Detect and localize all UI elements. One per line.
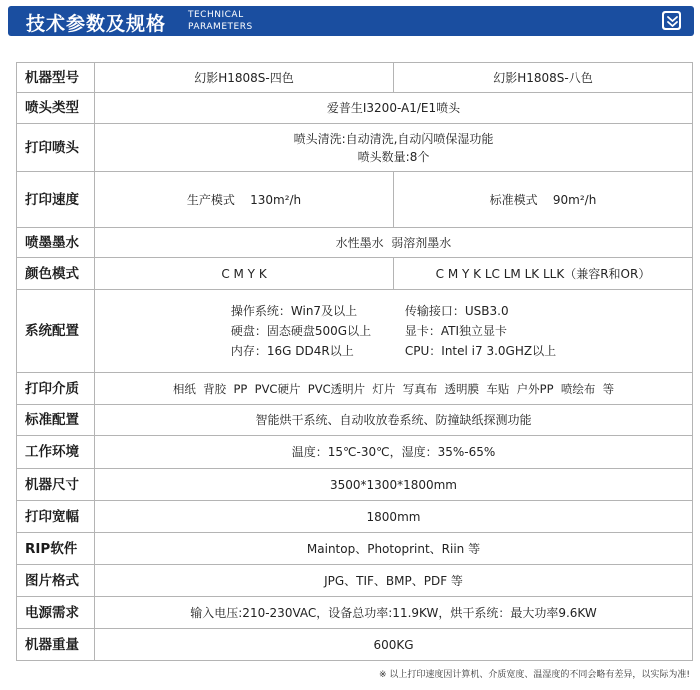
row-label-color: 颜色模式 <box>17 258 95 290</box>
footnote: ※ 以上打印速度因计算机、介质宽度、温湿度的不同会略有差异，以实际为准! <box>378 670 690 680</box>
print-head-count: 喷头数量:8个 <box>357 149 430 164</box>
model-8c: 幻影H1808S-八色 <box>394 63 693 93</box>
table-row <box>17 533 693 565</box>
table-row <box>17 93 693 124</box>
system-port: 传输接口：USB3.0 <box>404 304 509 318</box>
media-value: 相纸 背胶 PP PVC硬片 PVC透明片 灯片 写真布 透明膜 车贴 户外PP 喷绘布 等 <box>95 373 693 405</box>
table-row <box>17 405 693 436</box>
table-row <box>17 373 693 405</box>
table-row <box>17 469 693 501</box>
table-row <box>17 501 693 533</box>
row-label-weight: 机器重量 <box>17 629 95 661</box>
system-ram: 内存：16G DD4R以上 <box>230 344 354 358</box>
speed-standard: 标准模式 90m²/h <box>394 172 693 228</box>
table-row <box>17 436 693 469</box>
width-value: 1800mm <box>95 501 693 533</box>
env-value: 温度：15℃-30℃，湿度：35%-65% <box>95 436 693 469</box>
row-label-model: 机器型号 <box>17 63 95 93</box>
print-head-value <box>95 124 693 172</box>
power-value: 输入电压:210-230VAC，设备总功率:11.9KW，烘干系统：最大功率9.6KW <box>95 597 693 629</box>
table-row <box>17 629 693 661</box>
subtitle-line-2: PARAMETERS <box>188 22 253 32</box>
row-label-size: 机器尺寸 <box>17 469 95 501</box>
table-row <box>17 124 693 172</box>
model-4c: 幻影H1808S-四色 <box>95 63 394 93</box>
row-label-power: 电源需求 <box>17 597 95 629</box>
system-os: 操作系统：Win7及以上 <box>230 304 358 318</box>
color-4c: C M Y K <box>95 258 394 290</box>
system-gpu: 显卡：ATI独立显卡 <box>404 324 508 338</box>
table-row <box>17 290 693 373</box>
expand-button[interactable] <box>662 11 681 30</box>
table-row <box>17 565 693 597</box>
double-chevron-down-icon <box>665 14 680 29</box>
table-row <box>17 228 693 258</box>
page-title: 技术参数及规格 <box>26 13 167 35</box>
row-label-rip: RIP软件 <box>17 533 95 565</box>
standard-value: 智能烘干系统、自动收放卷系统、防撞缺纸探测功能 <box>95 405 693 436</box>
print-head-cleaning: 喷头清洗:自动清洗,自动闪喷保湿功能 <box>293 131 494 146</box>
row-label-head-type: 喷头类型 <box>17 93 95 124</box>
row-label-format: 图片格式 <box>17 565 95 597</box>
size-value: 3500*1300*1800mm <box>95 469 693 501</box>
table-row <box>17 597 693 629</box>
system-cpu: CPU：Intel i7 3.0GHZ以上 <box>404 344 557 358</box>
speed-production: 生产模式 130m²/h <box>95 172 394 228</box>
weight-value: 600KG <box>95 629 693 661</box>
row-label-media: 打印介质 <box>17 373 95 405</box>
row-label-system: 系统配置 <box>17 290 95 373</box>
format-value: JPG、TIF、BMP、PDF 等 <box>95 565 693 597</box>
table-row <box>17 172 693 228</box>
row-label-standard: 标准配置 <box>17 405 95 436</box>
row-label-width: 打印宽幅 <box>17 501 95 533</box>
page-subtitle <box>188 9 298 33</box>
table-row <box>17 63 693 93</box>
row-label-env: 工作环境 <box>17 436 95 469</box>
row-label-ink: 喷墨墨水 <box>17 228 95 258</box>
head-type-value: 爱普生I3200-A1/E1喷头 <box>95 93 693 124</box>
subtitle-line-1: TECHNICAL <box>188 10 244 20</box>
spec-table <box>16 62 693 661</box>
color-8c: C M Y K LC LM LK LLK（兼容R和OR） <box>394 258 693 290</box>
table-row <box>17 258 693 290</box>
ink-value: 水性墨水 弱溶剂墨水 <box>95 228 693 258</box>
row-label-speed: 打印速度 <box>17 172 95 228</box>
row-label-print-head: 打印喷头 <box>17 124 95 172</box>
system-disk: 硬盘：固态硬盘500G以上 <box>230 324 372 338</box>
rip-value: Maintop、Photoprint、Riin 等 <box>95 533 693 565</box>
system-value <box>95 290 693 373</box>
header-banner <box>8 6 694 36</box>
